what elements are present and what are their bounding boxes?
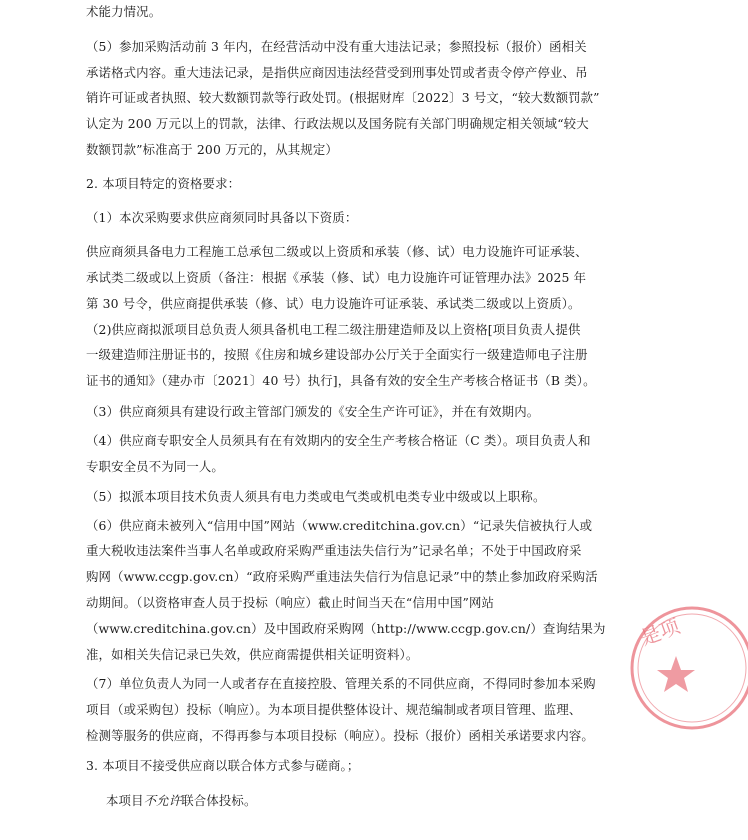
- text-line-2: （5）参加采购活动前 3 年内，在经营活动中没有重大违法记录；参照投标（报价）函相关: [86, 39, 587, 54]
- text-line-18: （5）拟派本项目技术负责人须具有电力类或电气类或机电类专业中级或以上职称。: [86, 489, 546, 504]
- text-line-23: （www.creditchina.gov.cn）及中国政府采购网（http://www.ccgp.gov.cn/）查询结果为: [86, 621, 606, 636]
- seal-text: 是项: [637, 613, 683, 651]
- text-line-25: （7）单位负责人为同一人或者存在直接控股、管理关系的不同供应商，不得同时参加本采购: [86, 676, 596, 691]
- text-line-14: 证书的通知》（建办市〔2021〕40 号）执行]，具备有效的安全生产考核合格证书（B 类）。: [86, 373, 596, 388]
- text-line-13: 一级建造师注册证书的，按照《住房和城乡建设部办公厅关于全面实行一级建造师电子注册: [86, 347, 588, 362]
- text-line-5: 认定为 200 万元以上的罚款，法律、行政法规以及国务院有关部门明确规定相关领域“较大: [86, 116, 589, 131]
- text-line-4: 销许可证或者执照、较大数额罚款等行政处罚。(根据财库〔2022〕3 号文，“较大数额罚款”: [86, 90, 600, 105]
- last-line-suffix: 联合体投标。: [181, 793, 257, 808]
- text-line-21: 购网（www.ccgp.gov.cn）“政府采购严重违法失信行为信息记录”中的禁止参加政府采购活: [86, 569, 598, 584]
- text-line-16: （4）供应商专职安全人员须具有在有效期内的安全生产考核合格证（C 类）。项目负责人和: [86, 433, 591, 448]
- last-line-prefix: 本项目: [106, 793, 144, 808]
- text-line-8: （1）本次采购要求供应商须同时具备以下资质：: [86, 210, 358, 225]
- text-line-12: （2)供应商拟派项目总负责人须具备机电工程二级注册建造师及以上资格[项目负责人提供: [86, 322, 581, 337]
- text-line-11: 第 30 号令，供应商提供承装（修、试）电力设施许可证承装、承试类二级或以上资质）。: [86, 296, 581, 311]
- text-line-26: 项目（或采购包）投标（响应）。为本项目提供整体设计、规范编制或者项目管理、监理、: [86, 702, 582, 717]
- text-line-9: 供应商须具备电力工程施工总承包二级或以上资质和承装（修、试）电力设施许可证承装、: [86, 244, 588, 259]
- last-line-italic: 不允许: [143, 793, 182, 808]
- text-line-28: 3. 本项目不接受供应商以联合体方式参与磋商。；: [86, 758, 360, 773]
- text-line-27: 检测等服务的供应商，不得再参与本项目投标（响应）。投标（报价）函相关承诺要求内容。: [86, 728, 594, 743]
- text-line-29: [106, 793, 257, 809]
- text-line-24: 准，如相关失信记录已失效，供应商需提供相关证明资料）。: [86, 647, 419, 662]
- text-line-10: 承试类二级或以上资质（备注：根据《承装（修、试）电力设施许可证管理办法》2025 年: [86, 270, 587, 285]
- text-line-7: 2. 本项目特定的资格要求：: [86, 176, 241, 191]
- text-line-3: 承诺格式内容。重大违法记录，是指供应商因违法经营受到刑事处罚或者责令停产停业、吊: [86, 65, 588, 80]
- text-line-17: 专职安全员不为同一人。: [86, 459, 224, 474]
- text-line-1: 术能力情况。: [86, 4, 162, 19]
- text-line-19: （6）供应商未被列入“信用中国”网站（www.creditchina.gov.cn）“记录失信被执行人或: [86, 518, 593, 533]
- text-line-6: 数额罚款”标准高于 200 万元的，从其规定）: [86, 142, 338, 157]
- text-line-20: 重大税收违法案件当事人名单或政府采购严重违法失信行为”记录名单；不处于中国政府采: [86, 543, 582, 558]
- official-seal-icon: [628, 588, 748, 748]
- text-line-15: （3）供应商须具有建设行政主管部门颁发的《安全生产许可证》，并在有效期内。: [86, 404, 540, 419]
- text-line-22: 动期间。（以资格审查人员于投标（响应）截止时间当天在“信用中国”网站: [86, 595, 495, 610]
